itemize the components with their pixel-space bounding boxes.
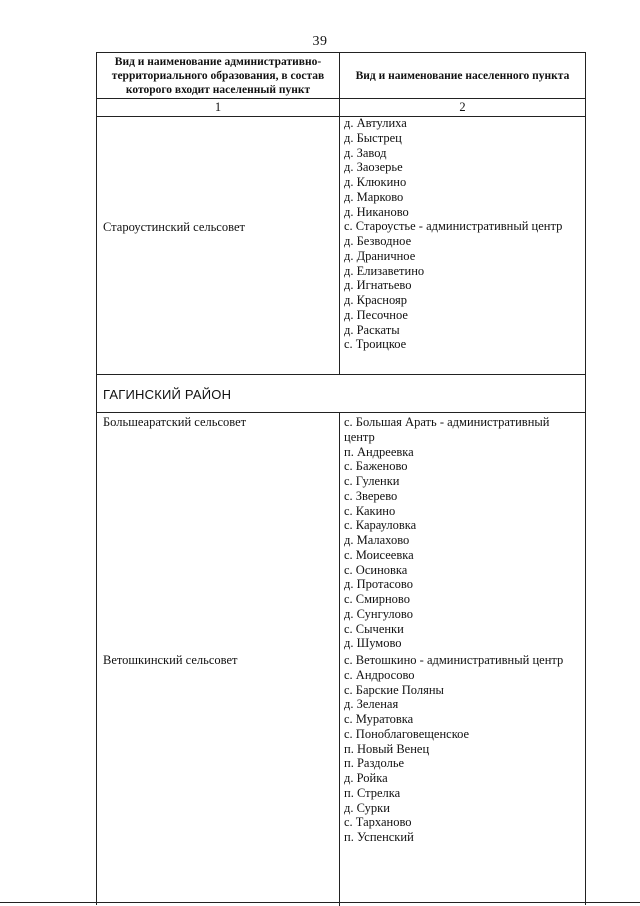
territory-starousta: Староустинский сельсовет	[103, 220, 245, 234]
district-title: ГАГИНСКИЙ РАЙОН	[103, 387, 232, 402]
list-item: с. Староустье - административный центр	[344, 219, 563, 234]
settlement-list-starousta	[344, 116, 582, 352]
header-territory-text: Вид и наименование административно-территориального образования, в состав которого входит населенный пункт	[111, 55, 325, 96]
list-item: с. Муратовка	[344, 712, 414, 726]
list-item: с. Моисеевка	[344, 547, 414, 562]
list-item: с. Смирново	[344, 592, 410, 606]
list-item: д. Шумово	[344, 636, 402, 651]
territory-vetoshkinsky: Ветошкинский сельсовет	[103, 653, 238, 667]
list-item: д. Безводное	[344, 234, 412, 248]
settlement-list-vetoshkinsky	[344, 653, 582, 845]
list-item: с. Троицкое	[344, 337, 407, 352]
page-bottom-rule	[0, 902, 640, 903]
column-number-1: 1	[214, 100, 222, 114]
list-item: д. Драничное	[344, 248, 416, 263]
territory-bolsheoratsky: Большеаратский сельсовет	[103, 415, 247, 429]
list-item: с. Осиновка	[344, 562, 408, 577]
list-item: д. Заозерье	[344, 160, 403, 175]
list-item: д. Автулиха	[344, 116, 407, 130]
list-item: д. Клюкино	[344, 175, 407, 189]
list-item: д. Никаново	[344, 204, 409, 219]
header-settlement-text: Вид и наименование населенного пункта	[355, 69, 570, 82]
column-number-2: 2	[459, 100, 466, 114]
list-item: д. Протасово	[344, 577, 414, 592]
list-item: с. Барские Поляны	[344, 682, 444, 697]
list-item: с. Гуленки	[344, 474, 400, 488]
list-item: д. Марково	[344, 189, 404, 204]
section-divider	[97, 412, 585, 413]
column-divider	[339, 413, 340, 906]
list-item: с. Большая Арать - административный центр	[344, 415, 550, 444]
list-item: д. Елизаветино	[344, 263, 425, 278]
list-item: с. Сыченки	[344, 621, 404, 636]
list-item: д. Сурки	[344, 800, 390, 815]
list-item: с. Поноблаговещенское	[344, 726, 470, 741]
list-item: п. Новый Венец	[344, 741, 430, 756]
list-item: п. Андреевка	[344, 444, 414, 459]
list-item: п. Стрелка	[344, 785, 401, 800]
list-item: с. Карауловка	[344, 518, 417, 533]
list-item: д. Малахово	[344, 533, 410, 547]
list-item: с. Баженово	[344, 459, 408, 474]
list-item: д. Быстрец	[344, 130, 402, 145]
settlements-table	[96, 52, 586, 905]
list-item: с. Ветошкино - административный центр	[344, 653, 564, 667]
list-item: с. Какино	[344, 503, 396, 518]
list-item: д. Зеленая	[344, 697, 399, 712]
list-item: п. Успенский	[344, 830, 414, 844]
list-item: д. Игнатьево	[344, 278, 412, 293]
list-item: д. Завод	[344, 145, 387, 160]
settlement-list-bolsheoratsky	[344, 415, 582, 651]
section-divider	[97, 374, 585, 375]
list-item: д. Ройка	[344, 771, 388, 785]
page-number: 39	[312, 34, 328, 49]
header-cell-territory	[97, 53, 339, 98]
list-item: с. Андросово	[344, 667, 415, 682]
list-item: п. Раздолье	[344, 756, 405, 771]
list-item: с. Тарханово	[344, 815, 412, 830]
header-cell-settlement	[340, 53, 585, 98]
list-item: д. Сунгулово	[344, 606, 413, 621]
list-item: с. Зверево	[344, 488, 398, 503]
list-item: д. Раскаты	[344, 322, 400, 337]
list-item: д. Краснояр	[344, 293, 407, 307]
list-item: д. Песочное	[344, 307, 408, 322]
